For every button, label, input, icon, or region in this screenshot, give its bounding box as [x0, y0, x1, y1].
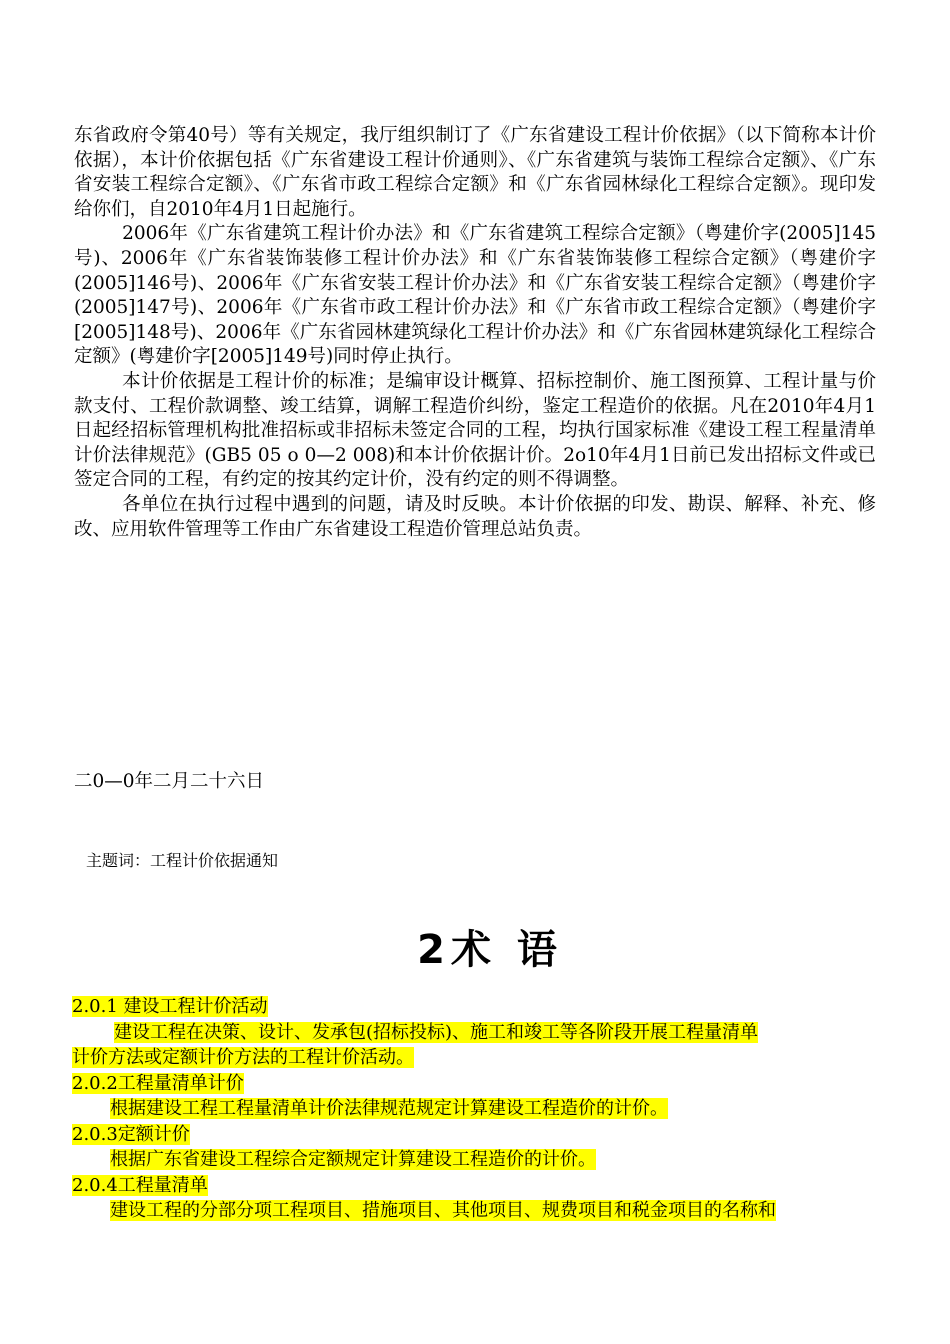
term-definition: 根据建设工程工程量清单计价法律规范规定计算建设工程造价的计价。: [110, 1098, 668, 1119]
subject-keywords: 主题词：工程计价依据通知: [86, 851, 279, 870]
term-heading: 2.0.4工程量清单: [72, 1174, 208, 1196]
term-definition-continued: 计价方法或定额计价方法的工程计价活动。: [72, 1047, 414, 1068]
term-definition: 根据广东省建设工程综合定额规定计算建设工程造价的计价。: [110, 1149, 596, 1170]
term-heading: 2.0.3定额计价: [72, 1123, 190, 1145]
notice-body: [74, 124, 876, 792]
notice-paragraph-1: 东省政府令第40号）等有关规定，我厅组织制订了《广东省建设工程计价依据》（以下简称本计价依据），本计价依据包括《广东省建设工程计价通则》、《广东省建筑与装饰工程综合定额》、《广东省安装工程综合定额》、《广东省市政工程综合定额》和《广东省园林绿化工程综合定额》。现印发给你们，自2010年4月1日起施行。: [74, 125, 876, 220]
section-title: 2术 语: [417, 927, 563, 973]
terms-list: [72, 994, 882, 1224]
term-definition: 建设工程的分部分项工程项目、措施项目、其他项目、规费项目和税金项目的名称和: [110, 1200, 776, 1221]
term-heading: 2.0.2工程量清单计价: [72, 1072, 244, 1094]
term-definition: 建设工程在决策、设计、发承包(招标投标)、施工和竣工等各阶段开展工程量清单: [114, 1021, 759, 1043]
notice-date: 二0—0年二月二十六日: [74, 771, 265, 792]
term-heading: 2.0.1 建设工程计价活动: [72, 996, 268, 1017]
notice-paragraph-2: 2006年《广东省建筑工程计价办法》和《广东省建筑工程综合定额》（粤建价字(2005]145号)、2006年《广东省装饰装修工程计价办法》和《广东省装饰装修工程综合定额》（粤建价字(2005]146号)、2006年《广东省安装工程计价办法》和《广东省安装工程综合定额》（粤建价字(2005]147号)、2006年《广东省市政工程计价办法》和《广东省市政工程综合定额》（粤建价字[2005]148号)、2006年《广东省园林建筑绿化工程计价办法》和《广东省园林建筑绿化工程综合定额》(粤建价字[2005]149号)同时停止执行。: [74, 223, 876, 368]
notice-paragraph-4: 各单位在执行过程中遇到的问题，请及时反映。本计价依据的印发、勘误、解释、补充、修改、应用软件管理等工作由广东省建设工程造价管理总站负责。: [74, 493, 876, 540]
notice-paragraph-3: 本计价依据是工程计价的标准；是编审设计概算、招标控制价、施工图预算、工程计量与价款支付、工程价款调整、竣工结算，调解工程造价纠纷，鉴定工程造价的依据。凡在2010年4月1日起经招标管理机构批准招标或非招标未签定合同的工程，均执行国家标准《建设工程工程量清单计价法律规范》(GB5 05 o 0—2 008)和本计价依据计价。2o10年4月1日前已发出招标文件或已签定合同的工程，有约定的按其约定计价，没有约定的则不得调整。: [74, 370, 876, 491]
